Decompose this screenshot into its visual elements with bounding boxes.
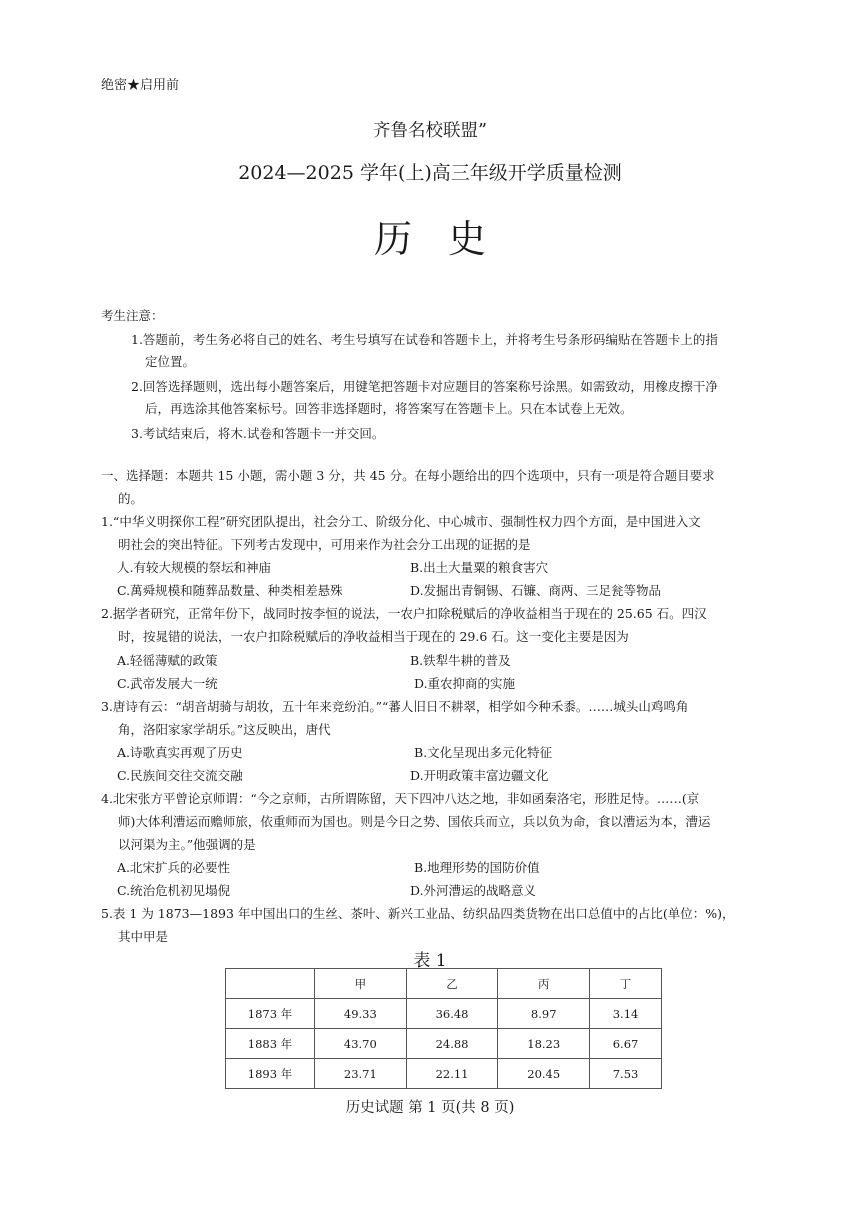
notice-item-1: 1.答题前，考生务必将自己的姓名、考生号填写在试卷和答题卡上，并将考生号条形码编贴在答题卡上的指 (131, 332, 718, 347)
exam-title: 2024—2025 学年(上)高三年级开学质量检测 (238, 162, 622, 184)
table-cell: 36.48 (406, 999, 498, 1029)
question-4-cont: 师)大体利漕运而赡师旅，依重师而为国也。则是今日之势、国依兵而立，兵以负为命，食以漕运为本，漕运 (118, 814, 711, 829)
subject-title: 历史 (373, 217, 522, 261)
q1-option-a: 人.有较大规模的祭坛和神庙 (117, 560, 271, 575)
table-cell: 1893 年 (226, 1059, 315, 1089)
q4-option-d: D.外河漕运的战略意义 (410, 883, 537, 898)
table-cell: 22.11 (406, 1059, 498, 1089)
table-row (226, 999, 662, 1029)
table-cell: 1873 年 (226, 999, 315, 1029)
question-4: 4.北宋张方平曾论京师谓：“今之京师，古所谓陈留，天下四冲八达之地，非如函秦洛宅，形胜足恃。……(京 (101, 791, 700, 806)
question-3-cont: 角，洛阳家家学胡乐。”这反映出，唐代 (118, 722, 331, 737)
q3-option-c: C.民族间交往交流交融 (117, 768, 243, 783)
table-header-cell (226, 969, 315, 999)
table-header-cell: 乙 (406, 969, 498, 999)
page-footer: 历史试题 第 1 页(共 8 页) (345, 1100, 515, 1116)
q2-option-d: D.重农抑商的实施 (414, 676, 516, 691)
export-share-table (225, 968, 662, 1089)
table-header-cell: 甲 (315, 969, 407, 999)
q1-option-d: D.发掘出青铜锡、石镰、商两、三足瓮等物品 (410, 583, 662, 598)
q3-option-a: A.诗歌真实再观了历史 (117, 745, 243, 760)
table-cell: 43.70 (315, 1029, 407, 1059)
table-header-cell: 丁 (590, 969, 662, 999)
table-header-row (226, 969, 662, 999)
table-row (226, 1029, 662, 1059)
table-cell: 23.71 (315, 1059, 407, 1089)
question-3: 3.唐诗有云：“胡音胡骑与胡妆，五十年来竞纷泊。”“蕃人旧日不耕翠，相学如今种禾黍。……城头山鸡鸣角 (101, 699, 689, 714)
q4-option-b: B.地理形势的国防价值 (414, 860, 540, 875)
table-row (226, 1059, 662, 1089)
table-cell: 6.67 (590, 1029, 662, 1059)
organization-title: 齐鲁名校联盟” (373, 121, 487, 141)
notice-item-2: 2.回答选择题则，选出每小题答案后，用键笔把答题卡对应题目的答案称号涂黑。如需致动，用橡皮擦干净 (131, 379, 718, 394)
notice-title: 考生注意： (101, 308, 164, 323)
question-1-cont: 明社会的突出特征。下列考古发现中，可用来作为社会分工出现的证据的是 (118, 537, 531, 552)
notice-item-2-cont: 后，再选涂其他答案标号。回答非选择题时，将答案写在答题卡上。只在本试卷上无效。 (145, 401, 633, 416)
question-1: 1.“中华义明探你工程”研究团队提出，社会分工、阶级分化、中心城市、强制性权力四个方面，是中国进入文 (101, 514, 701, 529)
q2-option-b: B.铁犁牛耕的普及 (410, 653, 511, 668)
question-4-cont2: 以河渠为主。”他强调的是 (118, 837, 256, 852)
q2-option-a: A.轻徭薄赋的政策 (117, 653, 218, 668)
table-cell: 3.14 (590, 999, 662, 1029)
section-heading-cont: 的。 (118, 491, 144, 506)
table-cell: 7.53 (590, 1059, 662, 1089)
table-header-cell: 丙 (498, 969, 590, 999)
question-5-cont: 其中甲是 (118, 929, 169, 944)
table-cell: 18.23 (498, 1029, 590, 1059)
confidential-mark: 绝密★启用前 (101, 78, 180, 93)
notice-item-3: 3.考试结束后，将木.试卷和答题卡一并交回。 (131, 426, 385, 441)
q1-option-c: C.萬舜规模和随葬品数量、种类相差悬殊 (117, 583, 343, 598)
table-caption: 表 1 (413, 951, 447, 971)
question-5: 5.表 1 为 1873—1893 年中国出口的生丝、茶叶、新兴工业品、纺织品四类货物在出口总值中的占比(单位：%)， (101, 906, 735, 921)
q3-option-d: D.开明政策丰富边疆文化 (410, 768, 549, 783)
question-2: 2.据学者研究，正常年份下，战同时按李恒的说法，一农户扣除税赋后的净收益相当于现在的 25.65 石。四汉 (101, 606, 707, 621)
q3-option-b: B.文化呈现出多元化特征 (414, 745, 553, 760)
q1-option-b: B.出土大量粟的粮食害穴 (410, 560, 549, 575)
table-cell: 1883 年 (226, 1029, 315, 1059)
question-2-cont: 时，按晁错的说法，一农户扣除税赋后的净收益相当于现在的 29.6 石。这一变化主要是因为 (118, 629, 629, 644)
table-cell: 8.97 (498, 999, 590, 1029)
table-cell: 24.88 (406, 1029, 498, 1059)
notice-item-1-cont: 定位置。 (145, 354, 196, 369)
q4-option-a: A.北宋扩兵的必要性 (117, 860, 231, 875)
table-cell: 20.45 (498, 1059, 590, 1089)
section-heading: 一、选择题：本题共 15 小题，需小题 3 分，共 45 分。在每小题给出的四个选项中，只有一项是符合题目要求 (101, 468, 715, 483)
table-cell: 49.33 (315, 999, 407, 1029)
q2-option-c: C.武帝发展大一统 (117, 676, 218, 691)
q4-option-c: C.统治危机初见塌倪 (117, 883, 231, 898)
